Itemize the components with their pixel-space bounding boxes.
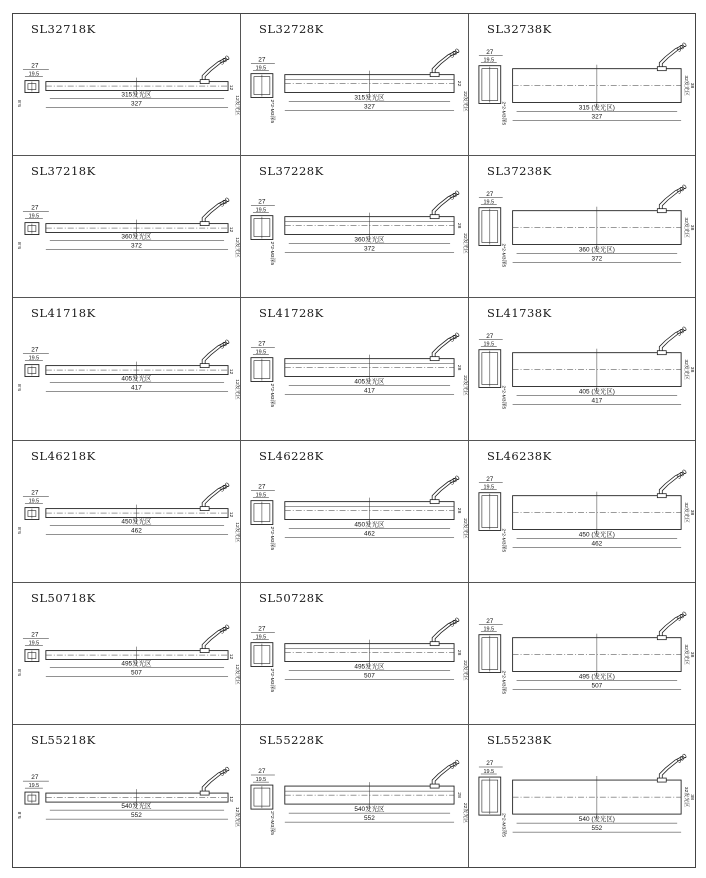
- spec-cell: [469, 14, 695, 156]
- cable-length-label: 500: [675, 610, 689, 623]
- cable-length-label: 500: [675, 325, 689, 339]
- cable-length-label: 500: [448, 47, 462, 60]
- screw-note-label: 2*2-M3深5: [500, 812, 507, 837]
- height-label: 28: [456, 649, 462, 656]
- dim-inner-width-label: 19.5: [483, 57, 495, 64]
- height-label: 12: [228, 653, 234, 659]
- height-label: 28: [456, 365, 462, 371]
- end-view: [479, 350, 501, 388]
- cable-length-label: 500: [448, 616, 462, 629]
- cable: [430, 758, 462, 788]
- model-number: SL37238K: [487, 164, 552, 179]
- dim-width-label: 27: [31, 631, 39, 639]
- spec-cell: [469, 583, 695, 725]
- emit-zone-label: 360 (发光区): [578, 246, 615, 254]
- side-emit-label: 12发光区: [234, 95, 240, 116]
- side-emit-label: 12发光区: [234, 521, 240, 543]
- height-label: 12: [228, 511, 234, 517]
- spec-cell: [241, 583, 469, 725]
- dim-inner-width-label: 19.5: [483, 626, 495, 633]
- dim-width-label: 27: [486, 333, 494, 341]
- screw-note-label: 2*2-M3深5: [268, 241, 274, 266]
- diagram-style-c: [479, 468, 695, 552]
- dim-width-label: 27: [258, 625, 266, 633]
- side-emit-label: 12发光区: [234, 663, 240, 685]
- end-view: [25, 365, 39, 377]
- screw-note-label: 2*2-M3深5: [268, 668, 274, 692]
- model-number: SL46218K: [31, 448, 96, 463]
- height-label: 12: [228, 84, 234, 91]
- model-number: SL32738K: [487, 22, 552, 36]
- dim-inner-width-label: 19.5: [255, 350, 267, 357]
- emit-zone-label: 405发光区: [354, 378, 385, 386]
- dim-width-label: 27: [486, 617, 494, 625]
- cable-length-label: 500: [448, 473, 462, 487]
- cable: [200, 765, 232, 795]
- spec-cell: [13, 156, 241, 298]
- end-view: [25, 507, 39, 519]
- dim-width-label: 27: [31, 347, 39, 355]
- diagram-style-a: [17, 481, 240, 543]
- total-length-label: 462: [591, 539, 603, 547]
- cable-length-label: 500: [448, 189, 462, 202]
- side-emit-label: 22发光区: [462, 91, 468, 112]
- diagram-style-a: [17, 339, 240, 401]
- cable-length-label: 500: [448, 331, 462, 345]
- spec-cell: [469, 725, 695, 867]
- side-emit-label: 32发光区: [683, 217, 689, 238]
- dim-small-label: 5.8: [17, 242, 23, 250]
- total-length-label: 507: [364, 672, 375, 680]
- emit-zone-label: 360发光区: [354, 236, 385, 244]
- spec-cell: [469, 156, 695, 298]
- diagram-style-c: [479, 326, 695, 410]
- cable: [657, 183, 688, 212]
- spec-cell: [13, 725, 241, 867]
- total-length-label: 552: [131, 811, 142, 819]
- cable-length-label: 500: [218, 196, 232, 209]
- dim-inner-width-label: 19.5: [28, 71, 40, 78]
- model-number: SL46228K: [259, 448, 324, 463]
- model-number: SL55218K: [31, 732, 96, 747]
- model-number: SL32728K: [259, 22, 324, 36]
- height-label: 38: [689, 82, 695, 89]
- height-label: 28: [456, 222, 462, 229]
- dimension-drawing: [469, 156, 695, 297]
- cable: [657, 752, 688, 782]
- total-length-label: 327: [591, 113, 603, 121]
- dim-width-label: 27: [31, 204, 39, 212]
- dim-width-label: 27: [258, 483, 266, 491]
- cable: [200, 623, 232, 652]
- emit-zone-label: 495发光区: [121, 660, 152, 668]
- dim-width-label: 27: [31, 62, 39, 70]
- total-length-label: 507: [591, 682, 603, 690]
- dim-inner-width-label: 19.5: [255, 492, 267, 499]
- cable: [657, 610, 688, 639]
- screw-note-label: 2*2-M3深5: [500, 670, 506, 694]
- emit-zone-label: 315 (发光区): [578, 104, 615, 112]
- total-length-label: 327: [364, 103, 375, 111]
- dim-inner-width-label: 19.5: [483, 199, 495, 206]
- total-length-label: 507: [131, 669, 142, 677]
- model-number: SL32718K: [31, 22, 96, 36]
- dim-inner-width-label: 19.5: [28, 355, 40, 362]
- spec-cell: [13, 14, 241, 156]
- height-label: 12: [228, 369, 234, 375]
- cable: [430, 332, 462, 361]
- total-length-label: 417: [131, 384, 142, 392]
- side-emit-label: 32发光区: [683, 501, 689, 523]
- cable: [657, 41, 688, 70]
- screw-note-label: 2*2-M3深5: [500, 385, 506, 410]
- model-number: SL50728K: [259, 590, 324, 605]
- side-emit-label: 22发光区: [462, 802, 468, 824]
- dim-inner-width-label: 19.5: [483, 768, 495, 775]
- cable: [200, 54, 232, 83]
- model-number: SL41738K: [487, 306, 552, 321]
- height-label: 38: [689, 794, 695, 800]
- dimension-drawing: [13, 298, 240, 439]
- total-length-label: 372: [131, 242, 142, 250]
- model-number: SL37228K: [259, 164, 324, 179]
- end-view: [25, 81, 39, 93]
- spec-cell: [241, 441, 469, 583]
- model-number: SL50718K: [31, 590, 96, 605]
- emit-zone-label: 315发光区: [354, 94, 385, 102]
- end-view: [25, 223, 39, 235]
- dim-inner-width-label: 19.5: [255, 207, 267, 214]
- dim-width-label: 27: [31, 489, 39, 497]
- dimension-drawing: [469, 14, 695, 155]
- model-number: SL55228K: [259, 732, 324, 747]
- cable-length-label: 500: [218, 623, 232, 636]
- height-label: 12: [228, 796, 235, 802]
- dim-small-label: 5.8: [17, 100, 23, 107]
- cable: [430, 189, 462, 218]
- height-label: 28: [456, 792, 463, 798]
- dimension-drawing: [13, 725, 240, 867]
- side-emit-label: 12发光区: [234, 806, 240, 828]
- end-view: [479, 492, 501, 530]
- screw-note-label: 2*2-M3深5: [268, 810, 275, 835]
- height-label: 38: [689, 224, 695, 231]
- diagram-style-c: [479, 610, 695, 694]
- screw-note-label: 2*2-M3深5: [268, 383, 274, 408]
- total-length-label: 462: [131, 526, 142, 534]
- emit-zone-label: 405 (发光区): [578, 388, 615, 396]
- spec-cell: [13, 583, 241, 725]
- end-view: [251, 358, 273, 382]
- total-length-label: 552: [591, 824, 603, 832]
- spec-cell: [13, 298, 241, 440]
- dimension-drawing: [469, 441, 695, 582]
- dim-small-label: 5.8: [16, 811, 23, 819]
- model-number: SL55238K: [487, 732, 552, 747]
- diagram-style-a: [17, 623, 240, 685]
- cable: [430, 474, 462, 503]
- diagram-style-b: [251, 758, 468, 835]
- cable-length-label: 500: [218, 54, 232, 67]
- screw-note-label: 2*2-M3深5: [500, 528, 506, 552]
- side-emit-label: 22发光区: [462, 233, 468, 254]
- dimension-drawing: [241, 14, 468, 155]
- dim-inner-width-label: 19.5: [255, 634, 267, 641]
- dim-inner-width-label: 19.5: [28, 782, 40, 789]
- side-emit-label: 32发光区: [683, 786, 690, 808]
- total-length-label: 417: [364, 387, 375, 395]
- model-number: SL46238K: [487, 448, 552, 463]
- diagram-style-b: [251, 616, 468, 692]
- cable: [200, 481, 232, 510]
- end-view: [251, 642, 273, 666]
- end-view: [251, 74, 273, 98]
- dim-width-label: 27: [486, 759, 494, 767]
- total-length-label: 552: [364, 814, 375, 822]
- cable: [657, 468, 688, 497]
- screw-note-label: 2*2-M3深5: [268, 526, 274, 550]
- cable-length-label: 500: [675, 752, 689, 765]
- diagram-style-c: [479, 183, 695, 267]
- dimension-drawing: [469, 298, 695, 439]
- diagram-style-b: [251, 474, 468, 550]
- cable: [200, 196, 232, 225]
- emit-zone-label: 540发光区: [354, 805, 385, 813]
- dim-inner-width-label: 19.5: [255, 65, 267, 72]
- side-emit-label: 22发光区: [462, 517, 468, 539]
- spec-cell: [469, 298, 695, 440]
- end-view: [251, 500, 273, 524]
- screw-note-label: 2*2-M3深5: [500, 101, 506, 126]
- dim-width-label: 27: [486, 475, 494, 483]
- emit-zone-label: 450 (发光区): [578, 530, 615, 538]
- side-emit-label: 32发光区: [683, 359, 689, 381]
- dimension-drawing: [241, 441, 468, 582]
- dim-width-label: 27: [258, 56, 266, 64]
- end-view: [479, 208, 501, 246]
- dimension-drawing: [469, 583, 695, 724]
- height-label: 22: [456, 80, 462, 87]
- emit-zone-label: 405发光区: [121, 375, 152, 383]
- spec-cell: [241, 725, 469, 867]
- dim-inner-width-label: 19.5: [28, 498, 40, 505]
- dimension-drawing: [13, 14, 240, 155]
- total-length-label: 417: [591, 397, 603, 405]
- spec-cell: [241, 14, 469, 156]
- end-view: [479, 66, 501, 104]
- diagram-style-c: [479, 752, 695, 837]
- cable-length-label: 500: [218, 765, 232, 778]
- drawing-sheet: [12, 13, 696, 868]
- dim-width-label: 27: [258, 767, 266, 775]
- dimension-drawing: [241, 156, 468, 297]
- cable-length-label: 500: [218, 480, 232, 494]
- spec-cell: [241, 298, 469, 440]
- emit-zone-label: 495发光区: [354, 663, 385, 671]
- side-emit-label: 22发光区: [462, 375, 468, 397]
- height-label: 38: [689, 651, 695, 658]
- diagram-style-b: [251, 332, 468, 408]
- total-length-label: 372: [591, 255, 603, 263]
- side-emit-label: 12发光区: [234, 379, 240, 401]
- cable-length-label: 500: [448, 758, 462, 771]
- height-label: 38: [689, 367, 695, 373]
- dim-width-label: 27: [486, 48, 494, 56]
- diagram-style-a: [17, 765, 240, 827]
- cable-length-label: 500: [675, 41, 689, 54]
- cable-length-label: 500: [675, 183, 689, 196]
- end-view: [25, 792, 39, 804]
- model-number: SL41718K: [31, 306, 96, 321]
- end-view: [251, 785, 273, 809]
- cable-length-label: 500: [218, 338, 232, 352]
- emit-zone-label: 315发光区: [121, 91, 152, 99]
- diagram-style-a: [17, 54, 240, 116]
- cable: [200, 339, 232, 368]
- dimension-drawing: [469, 725, 695, 867]
- side-emit-label: 32发光区: [683, 75, 689, 96]
- dimension-drawing: [13, 156, 240, 297]
- model-number: SL37218K: [31, 164, 96, 179]
- emit-zone-label: 360发光区: [121, 233, 152, 241]
- cable: [430, 616, 462, 645]
- spec-cell: [241, 156, 469, 298]
- emit-zone-label: 540 (发光区): [578, 815, 615, 823]
- total-length-label: 327: [131, 100, 142, 108]
- diagram-style-a: [17, 196, 240, 258]
- cable-length-label: 500: [675, 467, 689, 481]
- dim-inner-width-label: 19.5: [483, 342, 495, 349]
- total-length-label: 372: [364, 245, 375, 253]
- side-emit-label: 32发光区: [683, 644, 689, 665]
- dimension-drawing: [241, 725, 468, 867]
- dim-small-label: 5.8: [17, 384, 23, 392]
- height-label: 12: [228, 226, 234, 233]
- emit-zone-label: 495 (发光区): [578, 673, 615, 681]
- cable: [657, 326, 688, 355]
- end-view: [479, 634, 501, 672]
- height-label: 38: [689, 509, 695, 515]
- dim-width-label: 27: [258, 198, 266, 206]
- diagram-style-b: [251, 189, 468, 265]
- total-length-label: 462: [364, 529, 375, 537]
- dimension-drawing: [241, 298, 468, 439]
- side-emit-label: 22发光区: [462, 659, 468, 681]
- dim-small-label: 5.8: [17, 668, 23, 676]
- cable: [430, 47, 462, 76]
- diagram-style-c: [479, 41, 695, 125]
- dim-small-label: 5.8: [17, 526, 23, 534]
- dimension-drawing: [13, 583, 240, 724]
- dim-inner-width-label: 19.5: [483, 484, 495, 491]
- dim-inner-width-label: 19.5: [255, 776, 267, 783]
- spec-cell: [469, 441, 695, 583]
- side-emit-label: 12发光区: [234, 237, 240, 258]
- end-view: [479, 777, 501, 815]
- dimension-drawing: [13, 441, 240, 582]
- emit-zone-label: 540发光区: [121, 802, 152, 810]
- screw-note-label: 2*2-M3深5: [268, 99, 274, 124]
- dim-width-label: 27: [31, 773, 39, 781]
- dim-width-label: 27: [258, 341, 266, 349]
- emit-zone-label: 450发光区: [121, 518, 152, 526]
- emit-zone-label: 450发光区: [354, 520, 385, 528]
- screw-note-label: 2*2-M3深5: [500, 243, 506, 268]
- end-view: [25, 649, 39, 661]
- spec-cell: [13, 441, 241, 583]
- end-view: [251, 216, 273, 240]
- diagram-style-b: [251, 47, 468, 123]
- height-label: 28: [456, 507, 462, 513]
- model-number: SL41728K: [259, 306, 324, 321]
- dim-inner-width-label: 19.5: [28, 213, 40, 220]
- dim-inner-width-label: 19.5: [28, 640, 40, 647]
- dim-width-label: 27: [486, 190, 494, 198]
- dimension-drawing: [241, 583, 468, 724]
